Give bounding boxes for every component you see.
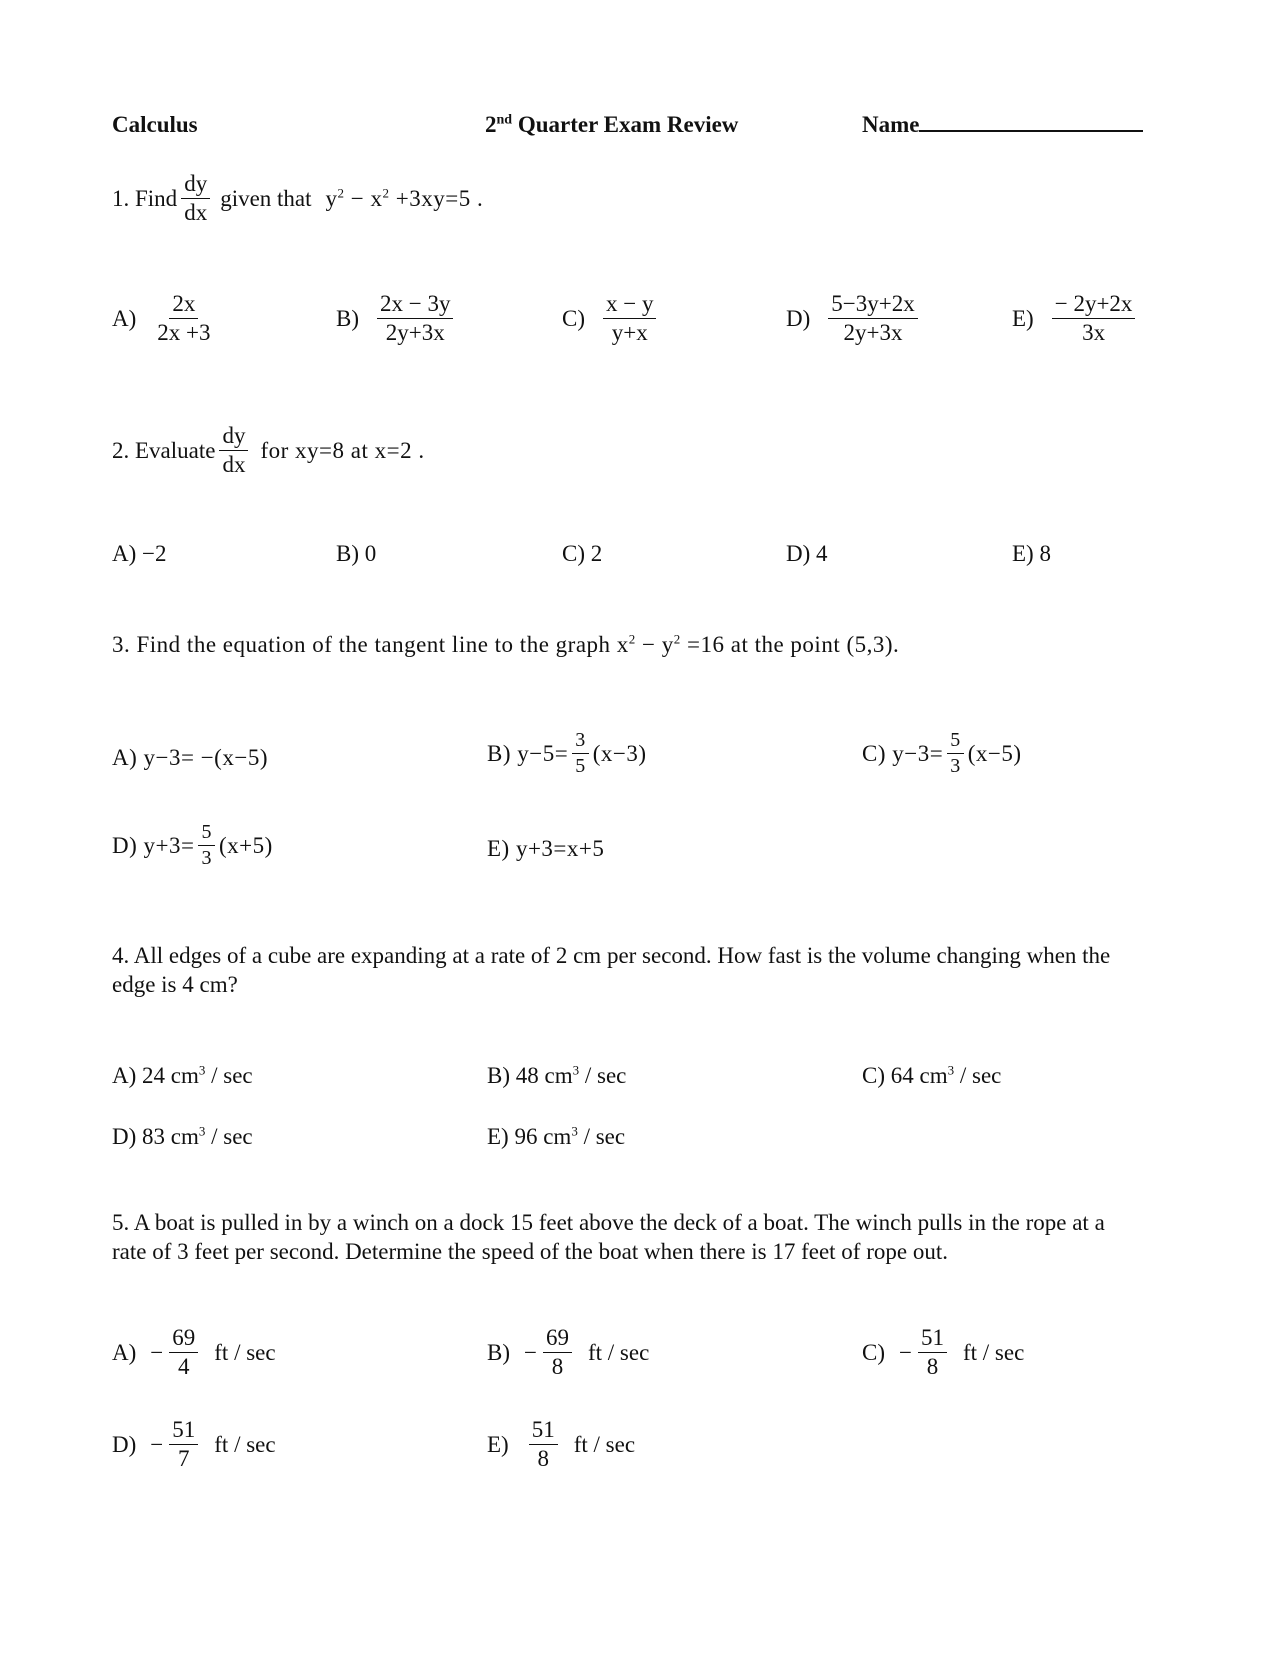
subject-title: Calculus — [112, 112, 198, 137]
q2-derivative: $\frac{dy}{dx}$ — [219, 424, 248, 477]
q2-condition: for xy=8 at x=2 . — [260, 437, 425, 463]
q5-choice-e[interactable]: E) $\frac{51}{8}$ ft / sec — [487, 1417, 636, 1472]
q2-choice-e[interactable]: E) 8 — [1012, 541, 1051, 566]
question-3: 3. Find the equation of the tangent line to the graph $x^2 - y^2 =16$ at the point (5,3). — [112, 631, 900, 657]
q1-equation: $y^2 - x^2 +3xy=5$ . — [325, 184, 484, 211]
q2-choice-b[interactable]: B) 0 — [336, 541, 377, 566]
q2-choice-d[interactable]: D) 4 — [786, 541, 828, 566]
q3-choice-b[interactable]: B) y−5= $\frac{3}{5}$ (x−3) — [487, 729, 647, 777]
q1-given: given that — [220, 185, 312, 211]
q1-choice-c[interactable]: C) $\frac{x - y}{y+x}$ — [562, 292, 660, 345]
q5-choice-d[interactable]: D) − $\frac{51}{7}$ ft / sec — [112, 1417, 276, 1472]
name-field[interactable] — [862, 112, 1143, 138]
question-5: 5. A boat is pulled in by a winch on a dock 15 feet above the deck of a boat. The winch pulls in the rope at a rate of 3 feet per second. Determine the speed of the boat when there is 17 feet of rope out. — [112, 1210, 1105, 1264]
q3-choice-c[interactable]: C) y−3= $\frac{5}{3}$ (x−5) — [862, 729, 1022, 777]
exam-title — [485, 112, 738, 138]
q1-choice-b[interactable]: B) $\frac{2x - 3y}{2y+3x}$ — [336, 292, 457, 345]
q2-choice-c[interactable]: C) 2 — [562, 541, 603, 566]
q3-choice-a[interactable]: A) y−3= −(x−5) — [112, 745, 268, 770]
question-1 — [112, 172, 483, 225]
q1-derivative: $\frac{dy}{dx}$ — [181, 172, 210, 225]
name-label: Name — [862, 112, 920, 137]
exam-title-text: Quarter Exam Review — [512, 112, 739, 137]
q4-choice-a[interactable]: A) 24 $cm^3$ / sec — [112, 1062, 253, 1088]
exam-title-ordinal: nd — [496, 112, 513, 128]
q5-choice-c[interactable]: C) − $\frac{51}{8}$ ft / sec — [862, 1325, 1025, 1380]
q5-choice-a[interactable]: A) − $\frac{69}{4}$ ft / sec — [112, 1325, 276, 1380]
q1-choice-e[interactable]: E) $\frac{- 2y+2x}{3x}$ — [1012, 292, 1139, 345]
exam-title-number: 2 — [485, 112, 497, 137]
q4-choice-c[interactable]: C) 64 $cm^3$ / sec — [862, 1062, 1002, 1088]
q4-choice-d[interactable]: D) 83 $cm^3$ / sec — [112, 1123, 253, 1149]
q2-prefix: 2. Evaluate — [112, 437, 216, 463]
q3-choice-d[interactable]: D) y+3= $\frac{5}{3}$ (x+5) — [112, 821, 273, 869]
q3-choice-e[interactable]: E) y+3=x+5 — [487, 836, 605, 861]
q1-prefix: 1. Find — [112, 185, 178, 211]
q4-choice-e[interactable]: E) 96 $cm^3$ / sec — [487, 1123, 626, 1149]
question-4: 4. All edges of a cube are expanding at a rate of 2 cm per second. How fast is the volume changing when the edge is 4 cm? — [112, 943, 1111, 997]
q1-choice-a[interactable]: A) $\frac{2x}{2x +3}$ — [112, 291, 211, 346]
name-blank-line[interactable] — [919, 112, 1143, 132]
q5-choice-b[interactable]: B) − $\frac{69}{8}$ ft / sec — [487, 1325, 650, 1380]
q1-choice-d[interactable]: D) $\frac{5-3y+2x}{2y+3x}$ — [786, 292, 922, 345]
question-2 — [112, 424, 425, 477]
q2-choice-a[interactable]: A) −2 — [112, 541, 167, 566]
q4-choice-b[interactable]: B) 48 $cm^3$ / sec — [487, 1062, 627, 1088]
